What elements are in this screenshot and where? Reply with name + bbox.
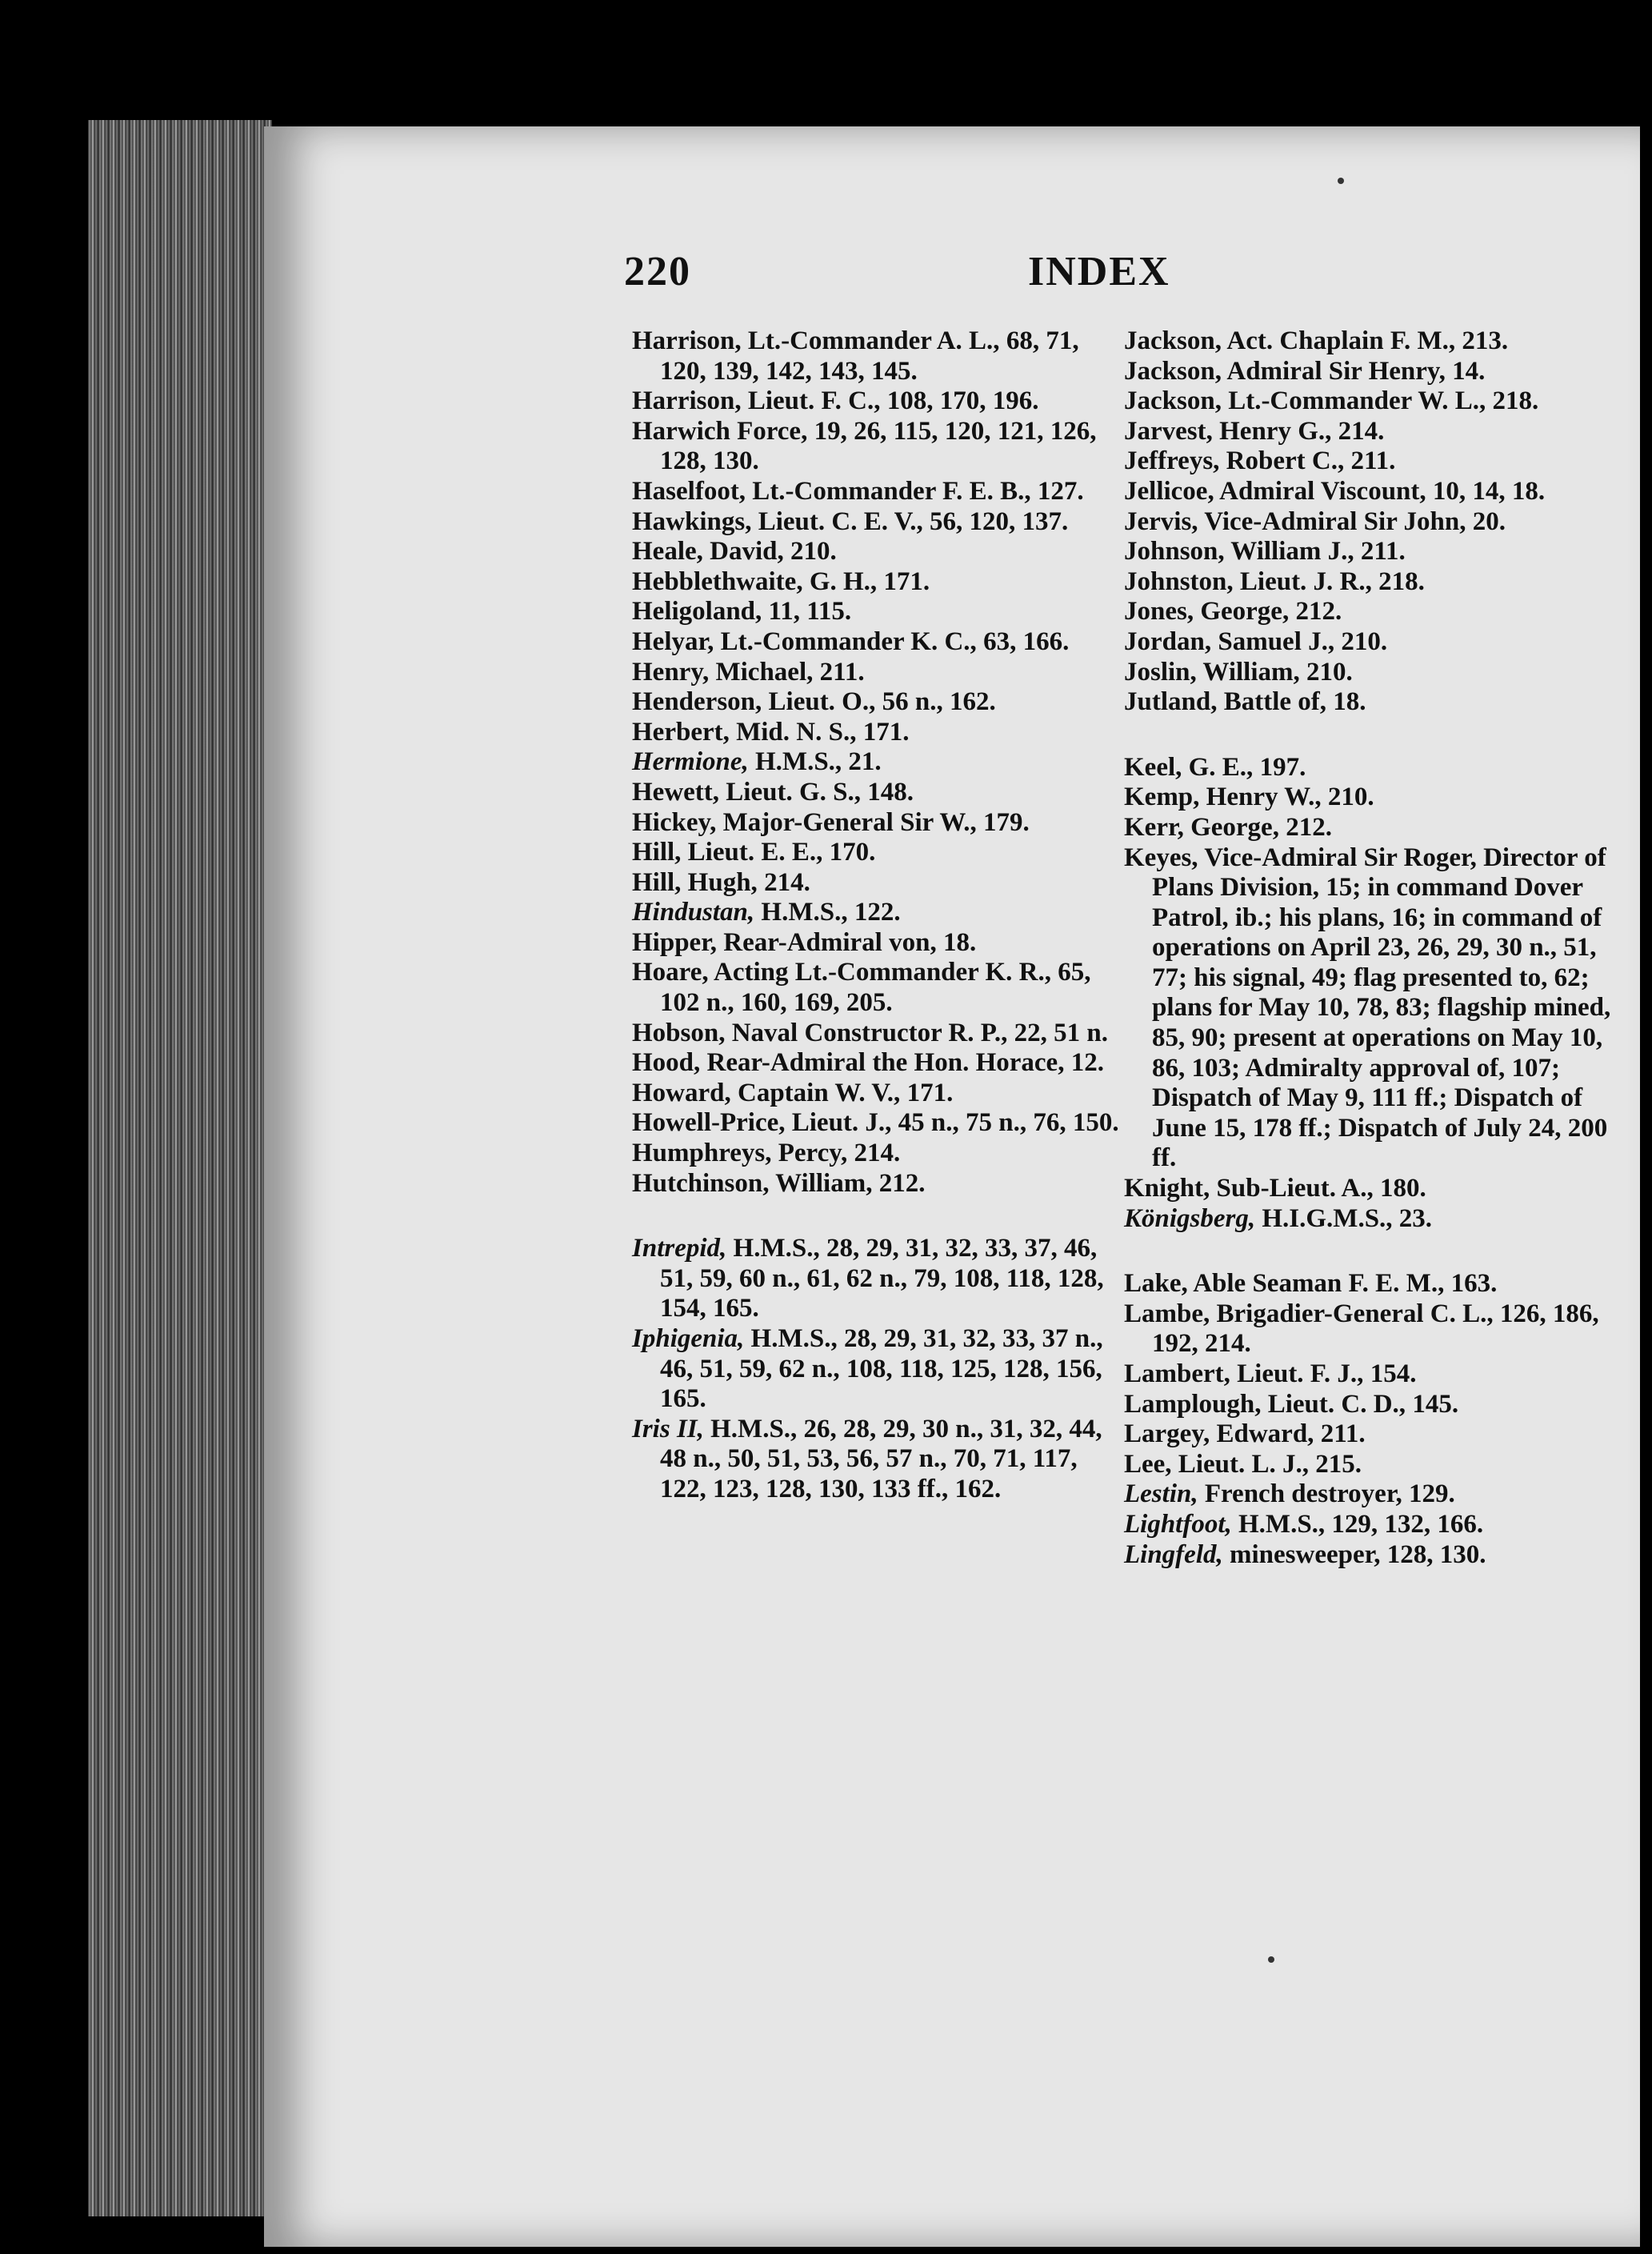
index-entry bbox=[632, 597, 1120, 627]
index-term: Jeffreys, Robert C., bbox=[1124, 446, 1345, 476]
index-term: Kemp, Henry W., bbox=[1124, 783, 1322, 812]
index-references: minesweeper, 128, 130. bbox=[1222, 1539, 1486, 1569]
index-entry bbox=[1124, 1390, 1620, 1420]
index-entry bbox=[1124, 1450, 1620, 1480]
index-term: Largey, Edward, bbox=[1124, 1419, 1314, 1449]
index-term: Humphreys, Percy, bbox=[632, 1139, 848, 1168]
index-entry bbox=[632, 567, 1120, 598]
index-entry bbox=[632, 958, 1120, 1018]
index-entry bbox=[632, 537, 1120, 567]
index-term: Henry, Michael, bbox=[632, 657, 814, 687]
index-entry bbox=[1124, 386, 1620, 417]
index-term: Kerr, George, bbox=[1124, 812, 1279, 842]
index-entry bbox=[1124, 1204, 1620, 1235]
index-references: 148. bbox=[860, 777, 914, 807]
index-term: Heligoland, bbox=[632, 597, 762, 627]
index-entry bbox=[632, 1139, 1120, 1169]
index-references: 197. bbox=[1253, 752, 1306, 782]
index-references: 170. bbox=[822, 838, 876, 867]
index-entry bbox=[1124, 1174, 1620, 1204]
index-references: French destroyer, 129. bbox=[1198, 1479, 1455, 1509]
index-entry bbox=[1124, 687, 1620, 718]
index-references: Director of Plans Division, 15; in command Dover Patrol, ib.; his plans, 16; in command of operations on April 23, 26, 29, 30 n., 51, 77; his signal, 49; flag presented to, 62; plans for May 10, 78, 83; flagship mined, 85, 90; present at operations on May 10, 86, 103; Admiralty approval of, 107; Dispatch of May 9, 111 ff.; Dispatch of June 15, 178 ff.; Dispatch of July 24, 200 ff. bbox=[1152, 843, 1611, 1173]
index-references: 19, 26, 115, 120, 121, 126, 128, 130. bbox=[660, 416, 1097, 476]
index-references: 171. bbox=[900, 1078, 954, 1107]
index-references: 218. bbox=[1486, 386, 1539, 416]
index-references: 22, 51 n. bbox=[1007, 1018, 1108, 1047]
index-references: H.M.S., 28, 29, 31, 32, 33, 37 n., 46, 51, 59, 62 n., 108, 118, 125, 128, 156, 165. bbox=[660, 1324, 1103, 1414]
index-entry bbox=[632, 658, 1120, 688]
index-references: 171. bbox=[877, 567, 930, 596]
index-references: 56, 120, 137. bbox=[922, 506, 1069, 536]
index-entry bbox=[632, 718, 1120, 748]
index-term: Hickey, Major-General Sir W., bbox=[632, 807, 977, 837]
index-term: Johnston, Lieut. J. R., bbox=[1124, 567, 1372, 596]
index-references: 65, 102 n., 160, 169, 205. bbox=[660, 958, 1091, 1018]
index-entry bbox=[632, 1108, 1120, 1139]
index-column-left bbox=[632, 326, 1120, 1505]
index-entry bbox=[632, 627, 1120, 658]
index-references: 126, 186, 192, 214. bbox=[1152, 1299, 1599, 1359]
index-references: H.M.S., 21. bbox=[748, 747, 882, 777]
page-title: INDEX bbox=[1028, 249, 1170, 294]
index-references: 214. bbox=[1331, 416, 1385, 446]
index-entry bbox=[1124, 1479, 1620, 1510]
index-term: Harrison, Lieut. F. C., bbox=[632, 386, 881, 416]
index-entry bbox=[632, 1169, 1120, 1199]
index-references: 127. bbox=[1030, 476, 1084, 506]
index-term: Helyar, Lt.-Commander K. C., bbox=[632, 627, 977, 656]
index-entry bbox=[632, 1019, 1120, 1049]
index-entry bbox=[632, 1415, 1120, 1505]
index-entry bbox=[632, 1234, 1120, 1324]
index-entry bbox=[1124, 1540, 1620, 1571]
index-column-right bbox=[1124, 326, 1620, 1570]
index-references: 14. bbox=[1445, 356, 1486, 386]
index-entry bbox=[1124, 567, 1620, 598]
index-entry bbox=[1124, 597, 1620, 627]
index-entry bbox=[1124, 813, 1620, 843]
index-entry bbox=[1124, 326, 1620, 357]
index-entry bbox=[1124, 783, 1620, 813]
index-references: 210. bbox=[1299, 657, 1353, 687]
speck-dot bbox=[1268, 1956, 1274, 1963]
index-references: H.M.S., 28, 29, 31, 32, 33, 37, 46, 51, 59, 60 n., 61, 62 n., 79, 108, 118, 128, 154, 165. bbox=[660, 1234, 1104, 1323]
speck-dot bbox=[1338, 178, 1344, 184]
index-term: Iphigenia, bbox=[632, 1324, 745, 1353]
index-entry bbox=[632, 808, 1120, 839]
index-term: Jackson, Admiral Sir Henry, bbox=[1124, 356, 1446, 386]
index-term: Haselfoot, Lt.-Commander F. E. B., bbox=[632, 476, 1031, 506]
index-entry bbox=[632, 898, 1120, 928]
index-term: Harwich Force, bbox=[632, 416, 808, 446]
index-references: 18. bbox=[936, 927, 977, 957]
page-number: 220 bbox=[624, 249, 691, 294]
index-term: Jackson, Act. Chaplain F. M., bbox=[1124, 326, 1456, 355]
index-term: Hipper, Rear-Admiral von, bbox=[632, 927, 937, 957]
index-entry bbox=[632, 928, 1120, 959]
index-references: 214. bbox=[847, 1139, 901, 1168]
index-references: 211. bbox=[813, 657, 865, 687]
index-entry bbox=[632, 868, 1120, 899]
index-entry bbox=[632, 1079, 1120, 1109]
index-references: 18. bbox=[1326, 687, 1366, 717]
index-references: 20. bbox=[1466, 506, 1506, 536]
index-term: Keel, G. E., bbox=[1124, 752, 1254, 782]
index-entry bbox=[1124, 417, 1620, 447]
index-references: 63, 166. bbox=[976, 627, 1070, 656]
index-entry bbox=[1124, 753, 1620, 783]
index-references: 211. bbox=[1354, 537, 1406, 567]
index-term: Henderson, Lieut. O., bbox=[632, 687, 876, 717]
index-entry bbox=[632, 1048, 1120, 1079]
index-references: H.M.S., 26, 28, 29, 30 n., 31, 32, 44, 48 n., 50, 51, 53, 56, 57 n., 70, 71, 117, 122, 123, 128, 130, 133 ff., 162. bbox=[660, 1414, 1102, 1503]
index-term: Lee, Lieut. L. J., bbox=[1124, 1449, 1309, 1479]
index-term: Jarvest, Henry G., bbox=[1124, 416, 1332, 446]
index-term: Hill, Hugh, bbox=[632, 867, 758, 897]
index-term: Hutchinson, William, bbox=[632, 1168, 873, 1198]
index-references: 11, 115. bbox=[762, 597, 852, 627]
index-references: 56 n., 162. bbox=[875, 687, 996, 717]
index-entry bbox=[1124, 1299, 1620, 1359]
index-entry bbox=[632, 417, 1120, 477]
index-entry bbox=[632, 477, 1120, 507]
index-term: Heale, David, bbox=[632, 537, 784, 567]
index-entry bbox=[1124, 843, 1620, 1175]
index-references: 211. bbox=[1314, 1419, 1366, 1449]
index-term: Jervis, Vice-Admiral Sir John, bbox=[1124, 506, 1466, 536]
index-references: 171. bbox=[856, 717, 910, 747]
page-edges bbox=[88, 120, 272, 2216]
index-references: 214. bbox=[757, 867, 810, 897]
index-references: 163. bbox=[1444, 1269, 1498, 1299]
index-entry bbox=[632, 687, 1120, 718]
index-references: 68, 71, 120, 139, 142, 143, 145. bbox=[660, 326, 1079, 386]
index-term: Hood, Rear-Admiral the Hon. Horace, bbox=[632, 1048, 1065, 1078]
index-entry bbox=[1124, 446, 1620, 477]
index-term: Herbert, Mid. N. S., bbox=[632, 717, 857, 747]
index-term: Hill, Lieut. E. E., bbox=[632, 838, 823, 867]
index-entry bbox=[1124, 507, 1620, 538]
index-term: Hermione, bbox=[632, 747, 749, 777]
index-term: Jordan, Samuel J., bbox=[1124, 627, 1335, 656]
index-term: Lingfeld, bbox=[1124, 1539, 1223, 1569]
index-term: Lestin, bbox=[1124, 1479, 1198, 1509]
index-term: Iris II, bbox=[632, 1414, 704, 1443]
index-references: 218. bbox=[1371, 567, 1425, 596]
index-term: Howard, Captain W. V., bbox=[632, 1078, 901, 1107]
index-entry bbox=[1124, 477, 1620, 507]
index-term: Joslin, William, bbox=[1124, 657, 1300, 687]
index-entry bbox=[632, 838, 1120, 868]
index-references: H.M.S., 122. bbox=[754, 898, 901, 927]
index-entry bbox=[1124, 1359, 1620, 1390]
index-term: Hoare, Acting Lt.-Commander K. R., bbox=[632, 958, 1051, 987]
index-term: Jones, George, bbox=[1124, 597, 1290, 627]
index-references: 154. bbox=[1363, 1359, 1417, 1388]
index-references: 212. bbox=[1278, 812, 1332, 842]
index-references: 210. bbox=[783, 537, 837, 567]
index-term: Hebblethwaite, G. H., bbox=[632, 567, 878, 596]
index-term: Intrepid, bbox=[632, 1234, 727, 1263]
index-references: 179. bbox=[976, 807, 1030, 837]
index-term: Johnson, William J., bbox=[1124, 537, 1354, 567]
index-references: 45 n., 75 n., 76, 150. bbox=[891, 1108, 1119, 1138]
index-entry bbox=[632, 1324, 1120, 1415]
index-references: 212. bbox=[872, 1168, 926, 1198]
index-references: 180. bbox=[1373, 1174, 1426, 1203]
index-entry bbox=[632, 507, 1120, 538]
index-term: Hewett, Lieut. G. S., bbox=[632, 777, 861, 807]
index-entry bbox=[1124, 357, 1620, 387]
index-term: Jellicoe, Admiral Viscount, bbox=[1124, 476, 1426, 506]
index-references: 213. bbox=[1455, 326, 1509, 355]
index-references: 215. bbox=[1308, 1449, 1362, 1479]
section-gap bbox=[1124, 1234, 1620, 1269]
index-entry bbox=[632, 747, 1120, 778]
index-references: 210. bbox=[1321, 783, 1374, 812]
index-references: 212. bbox=[1289, 597, 1342, 627]
section-gap bbox=[632, 1199, 1120, 1234]
index-references: H.M.S., 129, 132, 166. bbox=[1231, 1509, 1484, 1539]
section-gap bbox=[1124, 718, 1620, 753]
index-entry bbox=[1124, 1419, 1620, 1450]
index-entry bbox=[1124, 537, 1620, 567]
index-references: 12. bbox=[1064, 1048, 1104, 1078]
index-term: Hobson, Naval Constructor R. P., bbox=[632, 1018, 1008, 1047]
index-term: Lake, Able Seaman F. E. M., bbox=[1124, 1269, 1445, 1299]
index-references: 210. bbox=[1334, 627, 1388, 656]
index-term: Lamplough, Lieut. C. D., bbox=[1124, 1389, 1406, 1419]
index-term: Jutland, Battle of, bbox=[1124, 687, 1327, 717]
index-references: 10, 14, 18. bbox=[1426, 476, 1546, 506]
index-term: Keyes, Vice-Admiral Sir Roger, bbox=[1124, 843, 1477, 872]
index-entry bbox=[632, 778, 1120, 808]
index-term: Lightfoot, bbox=[1124, 1509, 1232, 1539]
index-term: Harrison, Lt.-Commander A. L., bbox=[632, 326, 1000, 355]
index-entry bbox=[632, 386, 1120, 417]
index-term: Jackson, Lt.-Commander W. L., bbox=[1124, 386, 1486, 416]
index-term: Königsberg, bbox=[1124, 1203, 1256, 1233]
index-term: Howell-Price, Lieut. J., bbox=[632, 1108, 892, 1138]
index-entry bbox=[1124, 658, 1620, 688]
index-term: Hawkings, Lieut. C. E. V., bbox=[632, 506, 923, 536]
index-entry bbox=[1124, 1510, 1620, 1540]
index-term: Lambert, Lieut. F. J., bbox=[1124, 1359, 1364, 1388]
index-entry bbox=[1124, 1269, 1620, 1299]
index-entry bbox=[1124, 627, 1620, 658]
index-entry bbox=[632, 326, 1120, 386]
index-references: 211. bbox=[1344, 446, 1396, 476]
index-references: 108, 170, 196. bbox=[880, 386, 1039, 416]
index-term: Knight, Sub-Lieut. A., bbox=[1124, 1174, 1374, 1203]
index-term: Lambe, Brigadier-General C. L., bbox=[1124, 1299, 1494, 1328]
index-term: Hindustan, bbox=[632, 898, 755, 927]
index-references: H.I.G.M.S., 23. bbox=[1255, 1203, 1433, 1233]
index-references: 145. bbox=[1406, 1389, 1459, 1419]
